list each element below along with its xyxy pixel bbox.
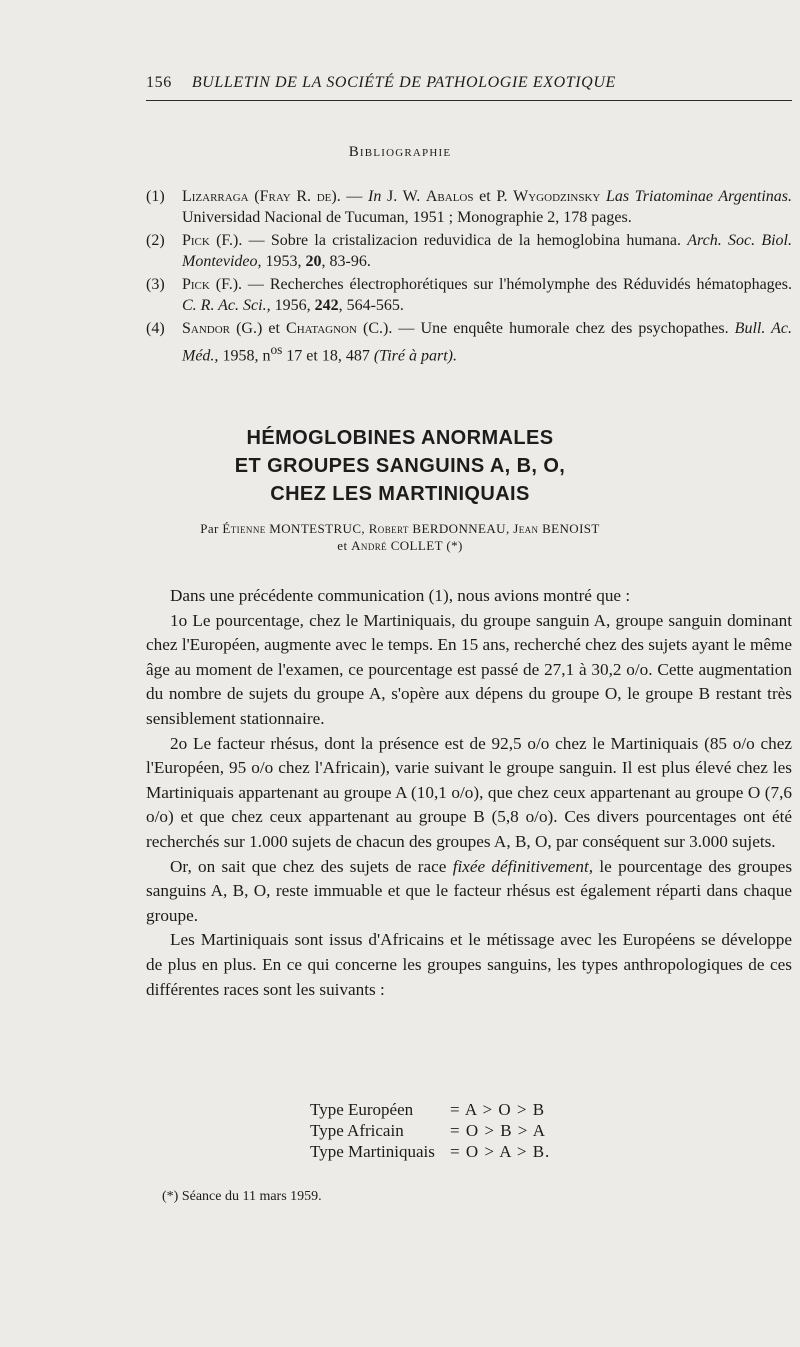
reference-number: (3) xyxy=(146,276,165,293)
type-row: Type Africain = O > B > A xyxy=(310,1121,546,1140)
paragraph: Or, on sait que chez des sujets de race fixée définitivement, le pourcentage des groupes sanguins A, B, O, reste immuable et que le facteur rhésus est également réparti dans chaque groupe. xyxy=(146,856,793,925)
reference-number: (2) xyxy=(146,232,165,249)
reference-3: (3) Pick (F.). — Recherches électrophorétiques sur l'hémolymphe des Réduvidés hématophages. C. R. Ac. Sci., 1956, 242, 564-565. xyxy=(146,276,792,314)
paragraph: 1o Le pourcentage, chez le Martiniquais, du groupe sanguin A, groupe sanguin dominant chez l'Européen, augmente avec le temps. En 15 ans, recherché chez des sujets ayant le même âge au moment de l'examen, ce pourcentage est passé de 27,1 à 30,2 o/o. Cette augmentation du nombre de sujets du groupe A, s'opère aux dépens du groupe O, le groupe B restant très sensiblement stationnaire. xyxy=(146,610,792,728)
bibliography-heading: Bibliographie xyxy=(348,144,452,160)
reference-2: (2) Pick (F.). — Sobre la cristalizacion reduvidica de la hemoglobina humana. Arch. Soc. Biol. Montevideo, 1953, 20, 83-96. xyxy=(146,232,792,270)
title-line: HÉMOGLOBINES ANORMALES xyxy=(246,427,554,449)
author-name: COLLET xyxy=(390,538,443,553)
article-body xyxy=(146,584,792,1002)
footnote-mark: (*) xyxy=(446,538,463,553)
paragraph: Dans une précédente communication (1), nous avions montré que : xyxy=(170,586,631,605)
author-name: BERDONNEAU, xyxy=(412,521,510,536)
reference-1: (1) Lizarraga (Fray R. de). — In J. W. Abalos et P. Wygodzinsky Las Triatominae Argentinas. Universidad Nacional de Tucuman, 1951 ; Monographie 2, 178 pages. xyxy=(146,188,793,226)
author-name: MONTESTRUC, xyxy=(269,521,366,536)
paragraph: Les Martiniquais sont issus d'Africains et le métissage avec les Européens se développe de plus en plus. En ce qui concerne les groupes sanguins, les types anthropologiques de ces différentes races sont les suivants : xyxy=(146,930,792,999)
footnote: (*) Séance du 11 mars 1959. xyxy=(162,1189,322,1204)
page-number: 156 xyxy=(146,74,172,91)
header-rule xyxy=(146,100,792,101)
bibliography-list xyxy=(146,186,792,368)
journal-title: BULLETIN DE LA SOCIÉTÉ DE PATHOLOGIE EXOTIQUE xyxy=(191,74,616,91)
article-title xyxy=(0,424,800,508)
author-line: Par Étienne MONTESTRUC, Robert BERDONNEAU, Jean BENOIST et André COLLET (*) xyxy=(200,521,600,553)
title-line: ET GROUPES SANGUINS A, B, O, xyxy=(234,455,566,477)
running-head xyxy=(146,74,786,92)
type-row: Type Martiniquais = O > A > B. xyxy=(310,1142,551,1161)
reference-number: (4) xyxy=(146,320,165,337)
author-name: BENOIST xyxy=(542,521,600,536)
paragraph: 2o Le facteur rhésus, dont la présence est de 92,5 o/o chez le Martiniquais (85 o/o chez l'Européen, 95 o/o chez l'Africain), varie suivant le groupe sanguin. Il est plus élevé chez les Martiniquais appartenant au groupe A (10,1 o/o), que chez ceux appartenant au groupe O (7,6 o/o) et que chez ceux appartenant au groupe B (5,8 o/o). Ces divers pourcentages ont été recherchés sur 1.000 sujets de chacun des groupes A, B, O, par conséquent sur 3.000 sujets. xyxy=(146,733,792,851)
reference-number: (1) xyxy=(146,188,165,205)
blood-group-types xyxy=(310,1099,550,1162)
type-row: Type Européen = A > O > B xyxy=(310,1100,546,1119)
reference-4: (4) Sandor (G.) et Chatagnon (C.). — Une enquête humorale chez des psychopathes. Bull. Ac. Méd., 1958, $n^{os}$ 17 et 18, 487 (Tiré à part). xyxy=(146,320,793,365)
title-line: CHEZ LES MARTINIQUAIS xyxy=(270,483,530,505)
